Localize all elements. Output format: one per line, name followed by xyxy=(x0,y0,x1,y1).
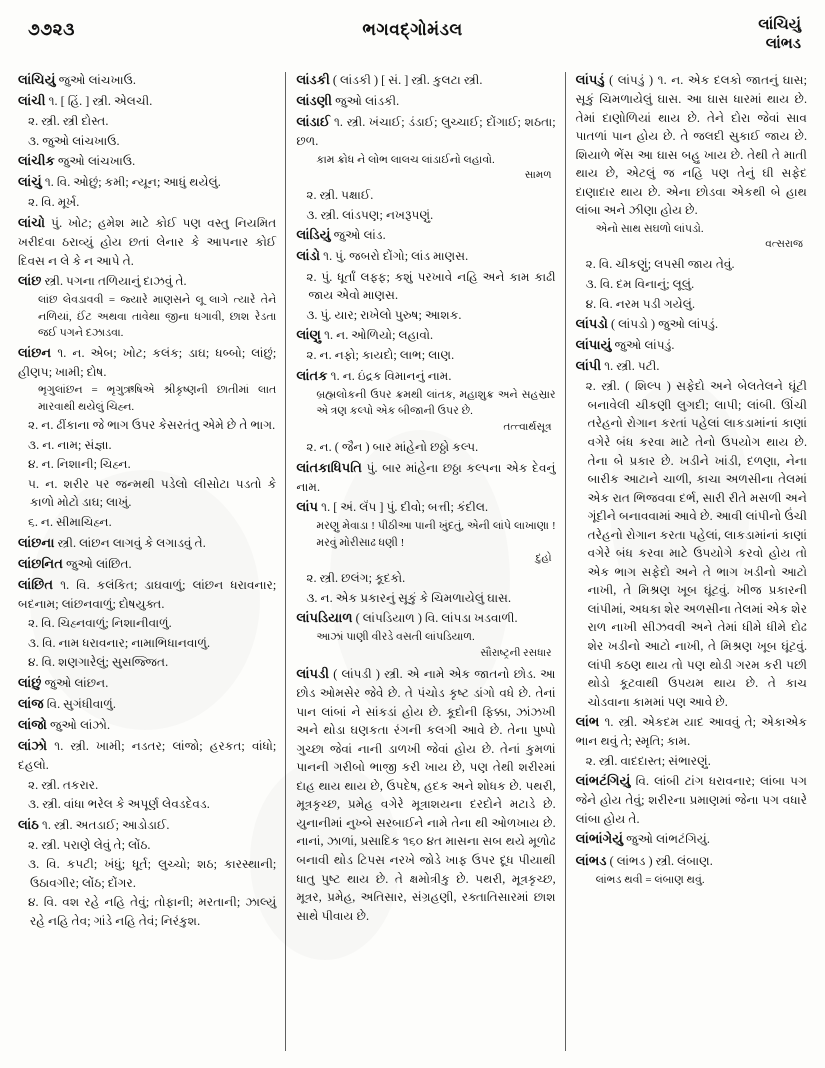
dictionary-entry: લાંછ સ્ત્રી. પગના તળિયાનું દાઝવું તે. xyxy=(18,273,187,289)
entry-headword: લાંપડો xyxy=(575,316,608,332)
quotation-source: તત્ત્વાર્થસૂત્ર xyxy=(503,421,552,433)
dictionary-entry: લાંડણી જુઓ લાંડકી. xyxy=(296,93,400,109)
dictionary-entry: લાંભાંગેયું જુઓ લાંભટંગિયું. xyxy=(575,831,710,847)
dictionary-entry: લાંપડો ( લાંપડો ) જુઓ લાંપડું. xyxy=(575,316,718,332)
dictionary-entry: લાંછન ૧. ન. એબ; ખોટ; કલંક; ડાઘ; ધબ્બો; લાંછું; હીણપ; ખામી; દોષ. xyxy=(18,344,277,379)
dictionary-entry: લાંચિયું જુઓ લાંચખાઉ. xyxy=(18,72,136,87)
dictionary-entry: લાંછનિત જુઓ લાંછિત. xyxy=(18,555,132,571)
entry-headword: લાંચીક xyxy=(18,153,55,169)
entry-sense: ૨. સ્ત્રી. ( શિલ્પ ) સફેદો અને બેલતેલને ઘૂંટી બનાવેલી ચીકણી લુગદી; લાપી; લાંબી. ઊંચી તરેહનો રોગાન કરતાં પહેલાં લાકડામાંનાં કાણાં વગેરે બંધ કરવા માટે તેનો ઉપયોગ થાય છે. તેના બે પ્રકાર છે. ખડીને ખાંડી, દળણા, નેના બારીક આટાને ચાળી, કાચા અળસીના તેલમાં એક રાત ભિજવવા દર્ભ, સારી રીતે મસળી અને ગૂંદીને બનાવવામાં આવે છે. આવી લાંપીનો ઉંચી તરેહનો રોગાન કરતા પહેલાં, લાકડામાંનાં કાણાં વગેરે બંધ કરવા માટે ઉપયોગે કરવો હોય તો એક ભાગ સફેદો અને તે ભાગ ખડીનો આટો નાખી, તે મિશ્રણ ખૂબ ઘૂંટવું. ખીજ પ્રકારની લાંપીમાં, અધકા શેર અળસીના તેલમાં એક શેર રાળ નાખી સીઝવવી અને તેમાં ધીમે ધીમે દોઢ શેર ખડીનો આટો નાખી, તે મિશ્રણ ખૂબ ઘૂંટવું. લાંપી કઠણ થાય તો પણ થોડી ગરમ કરી પછી થોડો કૂટવાથી ઉપયમ થાય છે. તે કાચ ચોડવાના કામમાં પણ આવે છે. xyxy=(585,379,807,709)
entry-headword: લાંપડું xyxy=(575,72,605,87)
dictionary-entry: લાંતકાધિપતિ પું. બાર માંહેના છઠ્ઠા કલ્પના એક દેવનું નામ. xyxy=(296,459,556,494)
entry-quotation: લાંછ લેવડાવવી = જ્યારે માણસને લૂ લાગે ત્યારે તેને નળિયાં, ઈંટ અથવા તાવેથા જીના ધગાવી, છાશ રેડતા જઈ પગને દઝાડવા. xyxy=(38,294,277,340)
entry-sense: ૨. સ્ત્રી. સ્ત્રી દોસ્ત. xyxy=(28,114,109,129)
entry-sense: ૩. ન. નામ; સંજ્ઞા. xyxy=(28,437,112,452)
dictionary-column-3 xyxy=(566,70,807,889)
entry-sense: ૫. ન. શરીર પર જન્મથી પડેલો લીસોટા પડતો કે કાળો મોટો ડાઘ; લાખું. xyxy=(28,476,277,510)
entry-headword: લાંચી xyxy=(18,93,46,109)
entry-headword: લાંછિત xyxy=(18,576,54,592)
page-number: ૭૭૨૩ xyxy=(28,20,75,39)
dictionary-entry: લાંપ ૧. [ અં. લૅંપ ] પું. દીવો; બત્તી; કંદીલ. xyxy=(296,499,489,515)
entry-quotation: કામ ક્રોધ ને લોભ લાલચ લાંડાઈનો લહાવો. xyxy=(316,153,495,166)
entry-headword: લાંડણી xyxy=(296,93,333,109)
entry-sense: ૨. પું. ધૂર્તાં લફ્ફ; કશું પરખાવે નહિ અને કામ કાઢી જાય એવો માણસ. xyxy=(306,269,556,303)
entry-headword: લાંચો xyxy=(18,214,46,230)
entry-headword: લાંપી xyxy=(575,358,602,374)
entry-sense: ૨. સ્ત્રી. તકરાર. xyxy=(28,777,99,792)
entry-headword: લાંઠ xyxy=(18,816,39,832)
dictionary-entry: લાંજ વિ. સુગંધીવાળું. xyxy=(18,695,116,711)
dictionary-entry: લાંપડું ( લાંપડું ) ૧. ન. એક દલકો જાતનું ઘાસ; સૂકું ચિમળાયેલું ઘાસ. આ ઘાસ ધારમાં થાય છે. તેમાં દાણોળિયાં થાય છે. તેને દોરા જેવાં સાવ પાતળાં પાન હોય છે. તે જલદી સુકાઈ જાય છે. શિયાળે ભેંસ આ ઘાસ બહુ ખાય છે. તેથી તે માતી થાય છે, એટલું જ નહિ પણ તેનું ઘી સફેદ દાણાદાર થાય છે. એના છોડવા એકથી બે હાથ લાંબા અને ઝીણા હોય છે. xyxy=(575,72,807,218)
entry-quotation: મરણુ મેવાડા ! પીઠીઆ પાની ખુંદતું, એની લાંપે લાખાણા ! મરવું મોરીસાઢ ધણી ! xyxy=(316,520,556,549)
entry-sense: ૩. ન. એક પ્રકારનું સૂકું કે ચિમળાયેલું ઘાસ. xyxy=(306,590,512,605)
entry-sense: ૩. સ્ત્રી. વાંધા ભરેલ કે અપૂર્ણ લેવડદેવડ. xyxy=(28,797,210,812)
entry-sense: ૨. ન. ઢીંકાના જે ભાગ ઉપર કેસરતંતુ એમે છે તે ભાગ. xyxy=(28,418,276,433)
quotation-source: સૌરાષ્ટ્રની રસધાર xyxy=(480,647,552,659)
entry-sense: ૨. સ્ત્રી. પરાણે લેવું તે; લોંઠ. xyxy=(28,837,151,852)
dictionary-entry: લાંપાયું જુઓ લાંપડું. xyxy=(575,337,675,353)
entry-sense: ૩. જુઓ લાંચખાઉ. xyxy=(28,133,120,148)
dictionary-entry: લાંડકી ( લાંડકી ) [ સં. ] સ્ત્રી. કુલટા સ્ત્રી. xyxy=(296,72,483,87)
entry-sense: ૪. વિ. શણગારેલું; સુસજ્જિત. xyxy=(28,655,169,670)
entry-sense: ૪. ન. નિશાની; ચિહ્ન. xyxy=(28,457,131,472)
entry-headword: લાંચિયું xyxy=(18,72,56,87)
dictionary-entry: લાંભડ ( લાંભડ ) સ્ત્રી. લંબાણ. xyxy=(575,852,713,868)
entry-headword: લાંભ xyxy=(575,714,600,730)
dictionary-entry: લાંભ ૧. સ્ત્રી. એકદમ યાદ આવવું તે; એકાએક ભાન થવું તે; સ્મૃતિ; કામ. xyxy=(575,714,807,749)
guide-words xyxy=(758,16,801,54)
entry-sense: ૨. સ્ત્રી. વાદદાસ્ત; સંભારણું. xyxy=(585,753,711,768)
dictionary-entry: લાંડો ૧. પું. જબરો દોંગો; લાંડ માણસ. xyxy=(296,248,469,264)
entry-headword: લાંડિયું xyxy=(296,227,331,243)
dictionary-entry: લાંજો જુઓ લાંઝો. xyxy=(18,717,111,732)
dictionary-entry: લાંપડી ( લાંપડી ) સ્ત્રી. એ નામે એક જાતનો છોડ. આ છોડ ઓમસેર જેવે છે. તે પંચોડ કૃષ્ટ ડાંગો વધે છે. તેનાં પાન લાંબાં ને સાંકડાં હોય છે. કૂદોની ફિક્કા, ઝાંઝખી અને થોડા ઘણકતા રંગની કલગી આવે છે. તેના પુષ્પો ગુચ્છા જેવાં નાની ડાળખી જેવાં હોય છે. તેનાં કુમળાં પાનની ગરીબો ભાજી કરી ખાય છે, પણ તેથી શરીરમાં દાહ થાય થાય છે, ઉપદેષ, હદક અને શોધક છે. પથરી, મૂત્રકૃચ્છ, પ્રમેહ વગેરે મૂત્રાશયના દરદોને મટાડે છે. યુનાનીમાં નુખ્બે સરબાઈને નામે તેના થી ઓળખાય છે. નાનાં, ઝાળાં, પ્રસાદિક ૧૬૦ ૪ત માસના સબ થયે મૂળોઢ બનાવી થોડ ટિપસ નરખે જોડે ખાફ ઉપર દૂધ પીયાથી ધાતુ પુષ્ટ થાય છે. તે ક્ષમોત્રીકુ છે. પથરી, મૂત્રકૃચ્છ, મૂત્રર, પ્રમેહ, અતિસાર, સંગ્રહણી, રક્તાતિસારમાં છાશ સાથે પીવાય છે. xyxy=(296,666,556,923)
dictionary-entry: લાંઝો ૧. સ્ત્રી. ખામી; નડતર; લાંજો; હરકત; વાંધો; દહલો. xyxy=(18,738,277,773)
entry-headword: લાંભટંગિયું xyxy=(575,773,631,789)
entry-headword: લાંઝો xyxy=(18,738,48,754)
running-head xyxy=(18,14,807,68)
dictionary-entry: લાંભટંગિયું વિ. લાંબી ટાંગ ધરાવનાર; લાંબા પગ જેને હોય તેવું; શરીરના પ્રમાણમાં જેના પગ વધારે લાંબા હોય તે. xyxy=(575,773,807,826)
entry-headword: લાંણુ xyxy=(296,327,322,343)
entry-quotation: એનો સાથ સઘળો લાંપડો. xyxy=(595,222,704,235)
guide-word-top: લાંચિયું xyxy=(758,17,801,33)
entry-headword: લાંતકાધિપતિ xyxy=(296,459,362,475)
entry-headword: લાંચું xyxy=(18,174,42,190)
column-container xyxy=(18,70,807,1055)
entry-headword: લાંડાઈ xyxy=(296,114,331,130)
entry-sense: ૩. પું. યાર; રાખેલો પુરુષ; આશક. xyxy=(306,307,462,322)
dictionary-entry: લાંડિયું જુઓ લાંડ. xyxy=(296,227,386,243)
entry-headword: લાંછન xyxy=(18,344,52,360)
dictionary-entry: લાંછના સ્ત્રી. લાંછન લાગવું કે લગાડવું તે. xyxy=(18,534,206,550)
entry-sense: ૩. વિ. કપટી; ખંધું; ધૂર્ત; લુચ્ચો; શઠ; કારસ્થાની; ઉઠાવગીર; લોંઠ; દોંગર. xyxy=(28,857,277,890)
entry-headword: લાંછના xyxy=(18,534,55,550)
quotation-source: વત્સરાજ xyxy=(765,239,803,251)
quotation-source: દુહો xyxy=(535,553,552,565)
entry-headword: લાંપાયું xyxy=(575,337,612,353)
dictionary-entry: લાંણુ ૧. ન. ઓળિયો; લહાવો. xyxy=(296,327,434,343)
quotation-source: સામળ xyxy=(524,170,552,182)
entry-headword: લાંછનિત xyxy=(18,555,63,571)
dictionary-entry: લાંચું ૧. વિ. ઓછું; કમી; ન્યૂન; આધું થયેલું. xyxy=(18,174,221,190)
dictionary-entry: લાંપડિયાળ ( લાંપડિયાળ ) વિ. લાંપડા ખડવાળી. xyxy=(296,610,518,626)
entry-headword: લાંભાંગેયું xyxy=(575,831,624,847)
dictionary-entry: લાંપી ૧. સ્ત્રી. પટી. xyxy=(575,358,660,374)
entry-quotation: આઝાં પાણી વીરડે વસતી લાંપડિયાળ. xyxy=(316,631,475,644)
entry-sense: ૩. વિ. નામ ધરાવનાર; નામાભિધાનવાળું. xyxy=(28,635,211,650)
entry-sense: ૪. વિ. વશ રહે નહિ તેવું; તોફાની; મરતાની; ઝાલ્યું રહે નહિ તેવ; ગાંડે નહિ તેવં; નિરંકુશ. xyxy=(28,895,277,929)
entry-headword: લાંજ xyxy=(18,695,44,711)
dictionary-entry: લાંઠ ૧. સ્ત્રી. અતડાઈ; આડોડાઈ. xyxy=(18,816,170,832)
book-title: ભગવદ્ગોમંડલ xyxy=(362,20,463,39)
entry-headword: લાંપડિયાળ xyxy=(296,610,353,626)
entry-headword: લાંતક xyxy=(296,367,328,383)
entry-headword: લાંછું xyxy=(18,674,42,690)
entry-quotation: બ્રહ્મલોકની ઉપર ક્રમથી લાંતક, મહાશુક્ર અને સહસ્રાર એ ત્રણ કલ્પો એક બીજાની ઉપર છે. xyxy=(316,388,556,418)
entry-headword: લાંડકી xyxy=(296,72,330,87)
dictionary-entry: લાંતક ૧. ન. ઇંદ્રક વિમાનનું નામ. xyxy=(296,367,452,383)
dictionary-entry: લાંછિત ૧. વિ. કલંકિત; ડાઘવાળું; લાંછન ધરાવનાર; બદનામ; લાંછનવાળું; દોષયુક્ત. xyxy=(18,576,277,611)
dictionary-entry: લાંચીક જુઓ લાંચખાઉ. xyxy=(18,153,136,169)
entry-sense: ૩. સ્ત્રી. લાંડપણ; નખરૂપણું. xyxy=(306,207,434,222)
dictionary-column-1 xyxy=(18,70,285,932)
entry-sense: ૨. વિ. ચીકણું; લપસી જાય તેવું. xyxy=(585,257,735,272)
entry-sense: ૨. વિ. મૂર્ખ. xyxy=(28,195,80,210)
entry-sense: ૨. સ્ત્રી. પક્ષાઈ. xyxy=(306,188,374,203)
entry-headword: લાંપ xyxy=(296,499,319,515)
entry-sense: ૪. વિ. નરમ પડી ગયેલું. xyxy=(585,296,696,311)
entry-headword: લાંછ xyxy=(18,273,42,289)
guide-word-bottom: લાંભડ xyxy=(765,35,801,52)
entry-headword: લાંડો xyxy=(296,248,321,264)
entry-sense: ૨. વિ. ચિહ્નવાળું; નિશાનીવાળું. xyxy=(28,616,172,631)
entry-sense: ૨. સ્ત્રી. છલંગ; કૂદકો. xyxy=(306,571,406,586)
dictionary-entry: લાંચો પું. ખોટ; હમેશ માટે કોઈ પણ વસ્તુ નિયમિત ખરીદવા ઠરાવ્યું હોય છતાં લેનાર કે આપનાર કોઈ દિવસ ન લે કે ન આપે તે. xyxy=(18,214,277,268)
entry-sense: ૩. વિ. દમ વિનાનું; લૂલું. xyxy=(585,277,695,292)
dictionary-entry: લાંચી ૧. [ હિં. ] સ્ત્રી. એલચી. xyxy=(18,93,153,109)
entry-sense: ૨. ન. ( જૈન ) બાર માંહેનો છઠ્ઠો કલ્પ. xyxy=(306,439,479,454)
dictionary-column-2 xyxy=(286,70,564,926)
entry-sense: ૨. ન. નફો; કાયદો; લાભ; લાણ. xyxy=(306,348,455,363)
entry-headword: લાંજો xyxy=(18,717,47,732)
dictionary-entry: લાંડાઈ ૧. સ્ત્રી. ખંચાઈ; ડંડાઈ; લુચ્ચાઈ; દોંગાઈ; શઠતા; છળ. xyxy=(296,114,556,149)
entry-headword: લાંપડી xyxy=(296,666,330,682)
entry-subquotation: ભૃગુલાંછન = ભૃગુઋષિએ શ્રીકૃષ્ણની છાતીમાં લાત મારવાથી થયેલું ચિહ્ન. xyxy=(38,384,277,413)
dictionary-entry: લાંછું જુઓ લાંછન. xyxy=(18,674,109,690)
entry-quotation: લાંભડ થવી = લંબાણ થવું. xyxy=(595,873,705,886)
entry-headword: લાંભડ xyxy=(575,852,607,868)
entry-sense: ૬. ન. સીમાચિહ્ન. xyxy=(28,514,112,529)
